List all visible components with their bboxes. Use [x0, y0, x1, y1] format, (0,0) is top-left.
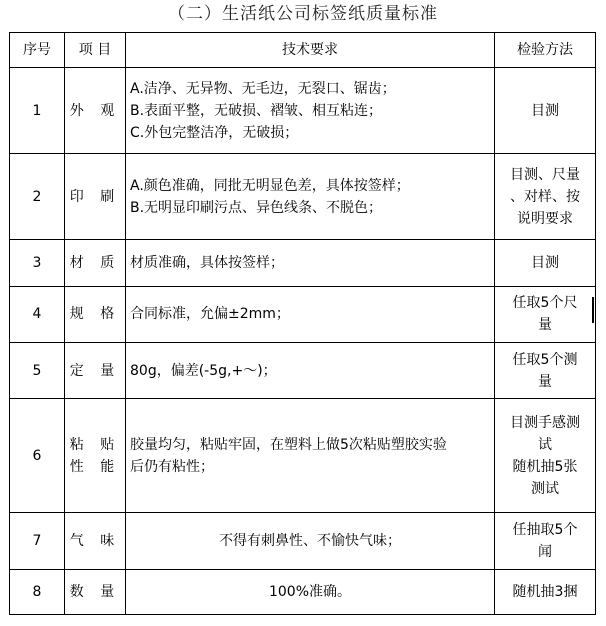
requirement-line: C.外包完整洁净，无破损； — [130, 124, 299, 141]
row-requirement — [126, 569, 495, 614]
row-requirement — [126, 153, 495, 240]
table-header-row — [10, 33, 596, 68]
requirement-line: 80g，偏差(-5g,+～)； — [130, 362, 277, 379]
header-no: 序号 — [10, 33, 65, 68]
table-row — [10, 569, 596, 614]
row-number: 1 — [10, 68, 65, 154]
row-method — [495, 399, 596, 513]
item-line: 性 能 — [69, 458, 121, 475]
table-row — [10, 286, 596, 342]
method-line: 目测 — [531, 102, 559, 119]
method-line: 测试 — [531, 480, 559, 497]
method-line: 随机抽5张 — [512, 458, 578, 475]
table-row — [10, 153, 596, 240]
row-item: 印 刷 — [65, 153, 126, 240]
method-line: 量 — [538, 317, 552, 334]
method-line: 量 — [538, 373, 552, 390]
requirement-line: A.颜色准确，同批无明显色差，具体按签样； — [130, 177, 410, 194]
document-title: （二）生活纸公司标签纸质量标准 — [168, 4, 438, 24]
method-line: 目测 — [531, 255, 559, 272]
header-method: 检验方法 — [495, 33, 596, 68]
item-line: 粘 贴 — [69, 436, 121, 453]
method-line: 试 — [538, 436, 552, 453]
requirement-line: 不得有刺鼻性、不愉快气味； — [219, 532, 401, 549]
row-method — [495, 513, 596, 569]
row-requirement — [126, 399, 495, 513]
requirement-line: 后仍有粘性； — [130, 458, 214, 475]
requirement-line: B.表面平整，无破损、褶皱、相互粘连； — [130, 102, 383, 119]
row-number: 2 — [10, 153, 65, 240]
row-requirement — [126, 240, 495, 286]
method-line: 闻 — [538, 543, 552, 560]
header-requirement: 技术要求 — [126, 33, 495, 68]
row-method — [495, 240, 596, 286]
requirement-line: 100%准确。 — [268, 583, 352, 600]
method-line: 任取5个尺 — [512, 295, 578, 312]
method-line: 说明要求 — [517, 210, 573, 227]
requirement-line: 合同标准，允偏±2mm； — [130, 306, 290, 323]
row-item: 数 量 — [65, 569, 126, 614]
method-line: 目测、尺量 — [510, 166, 580, 183]
table-row — [10, 399, 596, 513]
row-requirement — [126, 68, 495, 154]
row-item: 规 格 — [65, 286, 126, 342]
method-line: 目测手感测 — [510, 414, 580, 431]
row-number: 3 — [10, 240, 65, 286]
row-method — [495, 569, 596, 614]
row-item: 材 质 — [65, 240, 126, 286]
table-row — [10, 240, 596, 286]
row-number: 5 — [10, 343, 65, 399]
row-requirement — [126, 286, 495, 342]
table-row — [10, 343, 596, 399]
method-line: 任取5个测 — [512, 351, 578, 368]
row-item — [65, 399, 126, 513]
method-line: 、对样、按 — [510, 188, 580, 205]
header-item: 项 目 — [65, 33, 126, 68]
row-item: 气 味 — [65, 513, 126, 569]
requirement-line: 胶量均匀，粘贴牢固，在塑料上做5次粘贴塑胶实验 — [130, 436, 447, 453]
row-method — [495, 343, 596, 399]
row-requirement — [126, 513, 495, 569]
requirement-line: B.无明显印刷污点、异色线条、不脱色； — [130, 199, 383, 216]
method-line: 任抽取5个 — [512, 521, 578, 538]
row-number: 6 — [10, 399, 65, 513]
quality-standard-table — [9, 32, 596, 615]
row-method — [495, 286, 596, 342]
table-row — [10, 513, 596, 569]
row-number: 7 — [10, 513, 65, 569]
row-number: 4 — [10, 286, 65, 342]
row-method — [495, 68, 596, 154]
text-cursor — [592, 297, 594, 323]
method-line: 随机抽3捆 — [512, 583, 578, 600]
row-item: 外 观 — [65, 68, 126, 154]
row-item: 定 量 — [65, 343, 126, 399]
row-number: 8 — [10, 569, 65, 614]
row-method — [495, 153, 596, 240]
row-requirement — [126, 343, 495, 399]
requirement-line: A.洁净、无异物、无毛边，无裂口、锯齿； — [130, 80, 396, 97]
table-row — [10, 68, 596, 154]
requirement-line: 材质准确，具体按签样； — [130, 255, 284, 272]
